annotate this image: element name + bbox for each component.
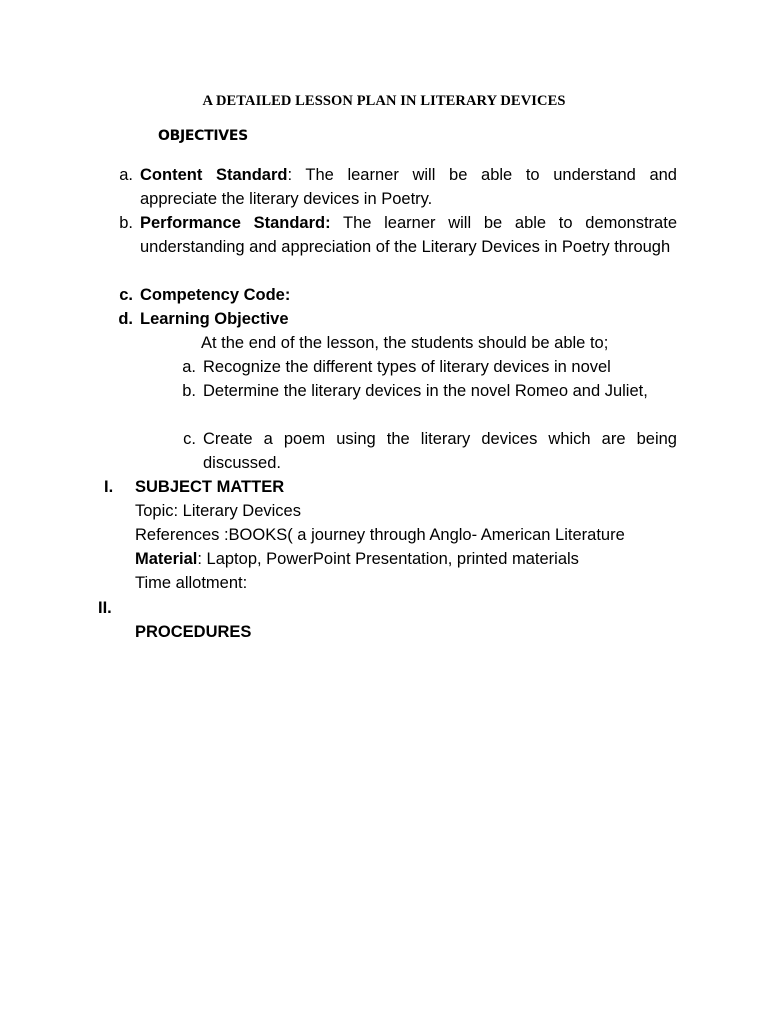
objective-label: Competency Code: xyxy=(140,286,291,304)
learning-item-text: Create a poem using the literary devices which are being discussed. xyxy=(203,430,677,472)
material-label: Material xyxy=(135,550,198,568)
learning-item-text: Determine the literary devices in the novel Romeo and Juliet, xyxy=(203,382,648,400)
list-marker: a. xyxy=(119,166,133,184)
list-marker: d. xyxy=(118,310,133,328)
objective-body: The learner will be able to demonstrate understanding and appreciation of the Literary Devices in Poetry through xyxy=(140,214,677,256)
procedures-heading: PROCEDURES xyxy=(135,623,252,641)
objective-label: Performance Standard: xyxy=(140,214,331,232)
time-allotment-line: Time allotment: xyxy=(135,574,248,592)
list-marker: a. xyxy=(182,358,196,376)
list-marker: b. xyxy=(119,214,133,232)
list-marker: b. xyxy=(182,382,196,400)
objective-text xyxy=(140,211,677,259)
document-title: A DETAILED LESSON PLAN IN LITERARY DEVICES xyxy=(202,93,566,109)
list-marker: c. xyxy=(119,286,133,304)
learning-objective-intro: At the end of the lesson, the students should be able to; xyxy=(201,334,609,352)
subject-matter-heading: SUBJECT MATTER xyxy=(135,478,285,496)
objective-label: Content Standard xyxy=(140,166,288,184)
objective-text xyxy=(140,163,677,211)
topic-line: Topic: Literary Devices xyxy=(135,502,301,520)
section-numeral-1: I. xyxy=(104,478,114,496)
objectives-heading: OBJECTIVES xyxy=(158,128,248,144)
objective-label: Learning Objective xyxy=(140,310,289,328)
objective-body: : The learner will be able to understand and appreciate the literary devices in Poetry. xyxy=(140,166,677,208)
objective-text xyxy=(140,283,677,307)
list-marker: c. xyxy=(183,430,196,448)
objective-text xyxy=(140,307,677,331)
section-numeral-2: II. xyxy=(98,599,112,617)
material-text: : Laptop, PowerPoint Presentation, printed materials xyxy=(197,550,579,568)
learning-item-text: Recognize the different types of literary devices in novel xyxy=(203,358,611,376)
references-line: References :BOOKS( a journey through Anglo- American Literature xyxy=(135,526,625,544)
material-line xyxy=(135,547,579,571)
